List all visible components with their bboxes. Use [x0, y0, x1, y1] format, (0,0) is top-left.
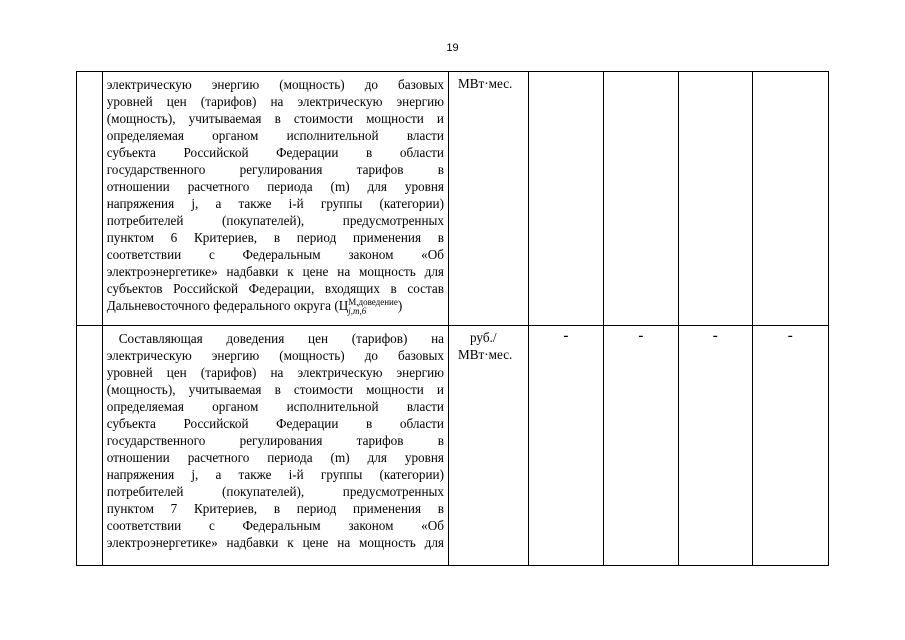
description-line: отношении расчетного периода (m) для уровня — [106, 179, 444, 194]
value-text: - — [712, 328, 718, 344]
description-cell — [102, 72, 448, 326]
unit-label: МВт·мес. — [458, 76, 513, 91]
value-cell — [603, 72, 678, 326]
description-line: потребителей (покупателей), предусмотренных — [106, 484, 444, 499]
description-line: уровней цен (тарифов) на электрическую энергию — [106, 94, 444, 109]
value-cell — [679, 72, 753, 326]
description-line: субъекта Российской Федерации в области — [106, 145, 444, 160]
tariff-table — [76, 71, 905, 566]
description-line: электроэнергетике» надбавки к цене на мощность для — [106, 535, 444, 550]
description-line: отношении расчетного периода (m) для уровня — [106, 450, 444, 465]
unit-cell — [449, 326, 529, 566]
description-line: субъекта Российской Федерации в области — [106, 416, 444, 431]
page-number: 19 — [446, 42, 459, 54]
description-line: электрическую энергию (мощность) до базовых — [106, 77, 444, 92]
formula-indices — [348, 298, 398, 316]
description-line: пунктом 7 Критериев, в период применения в — [106, 501, 444, 516]
value-text: - — [638, 328, 644, 344]
description-line: напряжения j, а также i-й группы (категории) — [106, 196, 444, 211]
description-text — [103, 326, 448, 551]
description-line: потребителей (покупателей), предусмотренных — [106, 213, 444, 228]
unit-line: руб./ — [470, 330, 497, 345]
description-line: напряжения j, а также i-й группы (категории) — [106, 467, 444, 482]
formula-superscript: М,доведение — [348, 296, 398, 307]
unit-line: МВт·мес. — [458, 347, 513, 362]
description-line: уровней цен (тарифов) на электрическую энергию — [106, 365, 444, 380]
value-cell — [529, 72, 603, 326]
description-line: Дальневосточного федерального округа (Ц М,доведение j,m,6 ) — [106, 296, 403, 316]
unit-cell — [449, 72, 529, 326]
value-text — [753, 72, 828, 74]
value-cell — [752, 72, 828, 326]
description-line: (мощность), учитываемая в стоимости мощности и — [106, 382, 444, 397]
description-text — [103, 72, 448, 316]
value-cell — [603, 326, 678, 566]
table-row — [77, 72, 905, 326]
value-text: - — [563, 328, 569, 344]
unit-label — [449, 326, 528, 363]
row-number-cell — [77, 326, 103, 566]
description-line: субъектов Российской Федерации, входящих в состав — [106, 281, 444, 296]
description-cell — [102, 326, 448, 566]
description-line: соответствии с Федеральным законом «Об — [106, 247, 444, 262]
formula-close: ) — [397, 298, 403, 313]
value-text — [604, 72, 678, 74]
formula-subscript: j,m,6 — [348, 305, 367, 316]
value-text — [529, 72, 602, 74]
value-cell — [529, 326, 603, 566]
description-line: Составляющая доведения цен (тарифов) на — [118, 331, 444, 346]
description-line: государственного регулирования тарифов в — [106, 433, 444, 448]
table-row — [77, 326, 905, 566]
value-cell — [752, 326, 828, 566]
value-cell — [679, 326, 753, 566]
value-text: - — [787, 328, 793, 344]
description-line: определяемая органом исполнительной власти — [106, 128, 444, 143]
description-line: (мощность), учитываемая в стоимости мощности и — [106, 111, 444, 126]
description-line: соответствии с Федеральным законом «Об — [106, 518, 444, 533]
description-line: электрическую энергию (мощность) до базовых — [106, 348, 444, 363]
description-line: пунктом 6 Критериев, в период применения в — [106, 230, 444, 245]
description-line: определяемая органом исполнительной власти — [106, 399, 444, 414]
description-line: государственного регулирования тарифов в — [106, 162, 444, 177]
row-number-cell — [77, 72, 103, 326]
value-text — [679, 72, 752, 74]
description-line: электроэнергетике» надбавки к цене на мощность для — [106, 264, 444, 279]
